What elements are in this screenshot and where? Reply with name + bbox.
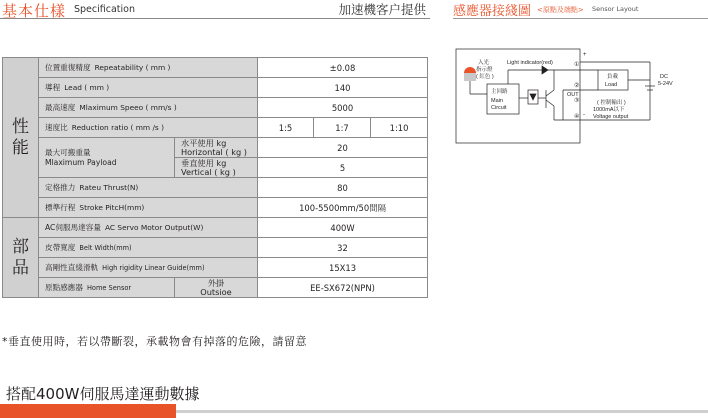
row-value: 100-5500mm/50間隔 xyxy=(258,198,428,218)
sensor-header xyxy=(453,0,708,22)
main-circuit-zh: 主回路 xyxy=(491,89,508,95)
spec-title-zh: 基本仕樣 xyxy=(2,2,67,20)
vertical-use-warning: *垂直使用時，若以帶斷裂，承載物會有掉落的危險，請留意 xyxy=(2,335,307,348)
row-value: ±0.08 xyxy=(258,58,428,78)
customer-note: 加速機客户提供 xyxy=(338,2,426,17)
transistor-icon xyxy=(546,90,554,96)
ratio-value: 1:5 xyxy=(258,118,314,138)
ratio-value: 1:7 xyxy=(314,118,371,138)
table-row xyxy=(3,138,428,158)
group-parts: 部 品 xyxy=(3,218,39,298)
spec-header xyxy=(0,0,430,22)
row-value: 20 xyxy=(258,138,428,158)
payload-en: Mlaximum Payload xyxy=(45,157,117,167)
indicator-led-icon xyxy=(542,66,548,74)
transistor-icon xyxy=(546,100,554,106)
light-indicator-label: Light indicator(red) xyxy=(507,60,553,66)
pin-3: ③ xyxy=(574,98,580,104)
sensor-header-rule xyxy=(453,18,708,19)
row-label: AC伺服馬達容量 AC Servo Motor Output(W) xyxy=(39,218,258,238)
ratio-value: 1:10 xyxy=(371,118,428,138)
footer-rule xyxy=(176,410,708,413)
minus-label: - xyxy=(583,112,585,118)
out-label: OUT xyxy=(567,92,579,98)
dc-voltage-label: 5-24V xyxy=(658,81,673,87)
payload-horizontal-label xyxy=(175,138,258,158)
plus-label: + xyxy=(583,52,587,58)
load-label-en: Load xyxy=(605,82,618,88)
footer-accent-bar xyxy=(0,404,176,418)
row-label: 高剛性直綫滑軌 High rigidity Linear Guide(mm) xyxy=(39,258,258,278)
table-row xyxy=(3,178,428,198)
lamp-light-icon xyxy=(464,67,476,73)
payload-vertical-label xyxy=(175,158,258,178)
row-label: 位置重復精度 Repeatability ( mm ) xyxy=(39,58,258,78)
sensor-title-sub: <原點及端點> xyxy=(537,6,584,14)
table-row xyxy=(3,238,428,258)
table-row xyxy=(3,58,428,78)
row-value: 5000 xyxy=(258,98,428,118)
vertical-zh: 垂直使用 kg xyxy=(181,158,227,168)
row-label: 速度比 Reduction ratio ( mm /s ) xyxy=(39,118,258,138)
table-row xyxy=(3,78,428,98)
spec-title-en: Specification xyxy=(74,4,135,15)
row-value: 80 xyxy=(258,178,428,198)
row-value: 15X13 xyxy=(258,258,428,278)
row-label: 導程 Lead ( mm ) xyxy=(39,78,258,98)
pin-1: ① xyxy=(574,62,580,68)
sensor-mount-label xyxy=(175,278,258,298)
sensor-title-zh: 感應器接綫圖 xyxy=(453,4,532,19)
load-label-zh: 負載 xyxy=(607,74,619,80)
control-output-ma: 1000mA以下 xyxy=(593,107,625,113)
row-label: 最高速度 Mlaximum Speeo ( mm/s ) xyxy=(39,98,258,118)
horizontal-en: Horizontal ( kg ) xyxy=(181,146,247,157)
table-row xyxy=(3,198,428,218)
header-rule xyxy=(0,18,430,19)
footer-bar xyxy=(0,404,708,418)
table-row xyxy=(3,278,428,298)
horizontal-zh: 水平使用 kg xyxy=(181,138,227,148)
row-value: EE-SX672(NPN) xyxy=(258,278,428,298)
row-value: 400W xyxy=(258,218,428,238)
row-label: 皮帶寬度 Belt Width(mm) xyxy=(39,238,258,258)
row-label xyxy=(39,138,175,178)
lamp-base xyxy=(464,73,476,81)
table-row xyxy=(3,98,428,118)
vertical-en: Vertical ( kg ) xyxy=(181,166,236,177)
control-output-en: Voltage output xyxy=(593,114,629,120)
row-label: 定格推力 Rateu Thrust(N) xyxy=(39,178,258,198)
lamp-label-3: ( 紅色 ) xyxy=(476,74,494,80)
table-row xyxy=(3,118,428,138)
row-value: 32 xyxy=(258,238,428,258)
main-circuit-en-1: Main xyxy=(491,98,503,104)
table-row xyxy=(3,218,428,238)
dc-label: DC xyxy=(660,74,668,80)
diode-icon xyxy=(530,94,536,100)
row-label: 原點感應器 Home Sensor xyxy=(39,278,175,298)
footer-title: 搭配400W伺服馬達運動數據 xyxy=(6,385,200,403)
lamp-label-2: 指示燈 xyxy=(476,67,493,73)
pin-2: ② xyxy=(574,83,580,89)
table-row xyxy=(3,258,428,278)
main-circuit-en-2: Circuit xyxy=(491,105,507,111)
sensor-title-en: Sensor Layout xyxy=(592,5,639,13)
row-value: 140 xyxy=(258,78,428,98)
mount-zh: 外掛 xyxy=(207,278,225,288)
control-output-zh: ( 控制輸出 ) xyxy=(597,100,626,106)
row-value: 5 xyxy=(258,158,428,178)
mount-en: Outsioe xyxy=(200,286,232,297)
lamp-label-1: 入光 xyxy=(478,60,490,66)
pin-4: ④ xyxy=(574,114,580,120)
spec-table xyxy=(2,57,428,298)
row-label: 標準行程 Stroke PitcH(mm) xyxy=(39,198,258,218)
payload-zh: 最大可搬重量 xyxy=(45,147,91,157)
group-performance: 性 能 xyxy=(3,58,39,218)
sensor-wiring-diagram xyxy=(450,40,708,150)
